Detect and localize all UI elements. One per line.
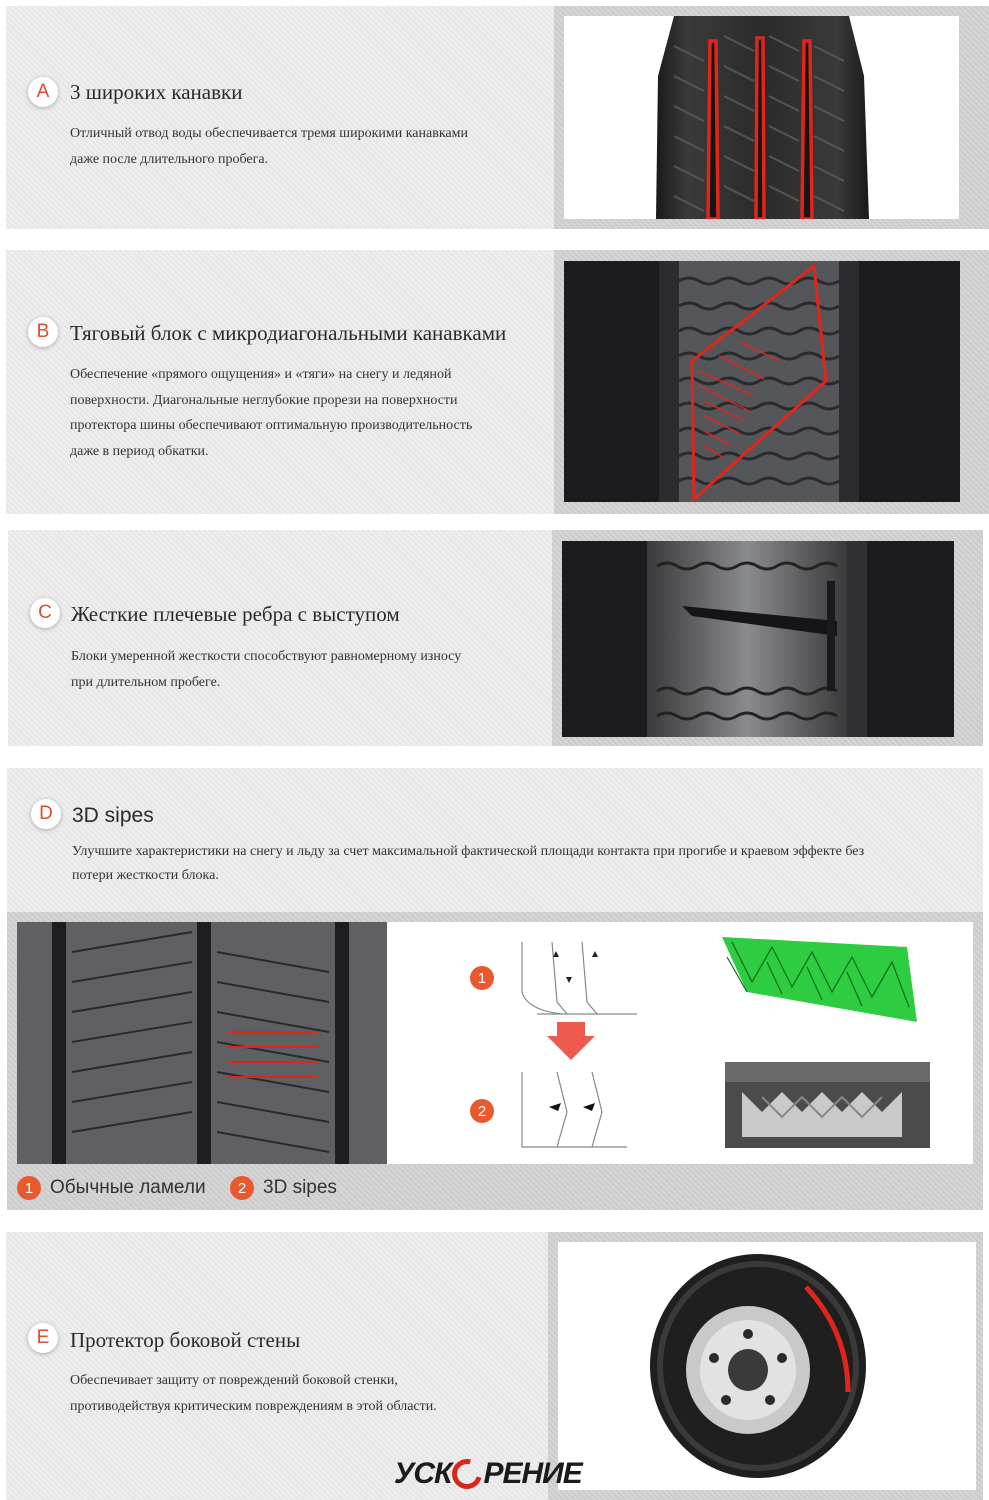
desc-line: при длительном пробеге.	[71, 674, 221, 690]
legend-number-2: 2	[230, 1176, 254, 1200]
desc-line: противодействуя критическим повреждениям в этой области.	[70, 1398, 437, 1414]
badge-d: D	[31, 799, 61, 829]
desc-line: Обеспечивает защиту от повреждений боковой стенки,	[70, 1373, 398, 1388]
badge-b: B	[28, 317, 58, 347]
feature-section-a	[6, 6, 989, 229]
logo-ring-icon	[447, 1454, 488, 1495]
legend-number-1: 1	[17, 1176, 41, 1200]
shoulder-rib-image	[562, 541, 954, 737]
image-frame-b	[554, 250, 989, 514]
desc-line: Отличный отвод воды обеспечивается тремя широкими канавками	[70, 126, 468, 141]
feature-title-c: Жесткие плечевые ребра с выступом	[71, 602, 400, 626]
feature-section-d	[7, 768, 983, 1210]
legend-label-1: Обычные ламели	[50, 1177, 206, 1198]
logo-text-left: УСК	[394, 1457, 452, 1490]
sipes-panel	[7, 912, 983, 1210]
desc-line: поверхности. Диагональные неглубокие прорези на поверхности	[70, 392, 458, 408]
desc-line: Улучшите характеристики на снегу и льду за счет максимальной фактической площади контакта при прогибе и краевом эффекте без	[72, 844, 865, 859]
image-frame-c	[552, 530, 983, 746]
badge-e: E	[28, 1323, 58, 1353]
feature-desc-b	[70, 362, 472, 464]
desc-line: Обеспечение «прямого ощущения» и «тяги» на снегу и ледяной	[70, 367, 452, 382]
feature-title-b: Тяговый блок с микродиагональными канавками	[70, 321, 507, 345]
brand-logo	[394, 1452, 582, 1496]
image-frame-a	[554, 6, 989, 229]
desc-line: даже после длительного пробега.	[70, 151, 269, 167]
feature-title-e: Протектор боковой стены	[70, 1328, 301, 1352]
desc-line: Блоки умеренной жесткости способствуют равномерному износу	[71, 649, 462, 664]
feature-section-c	[8, 530, 983, 746]
sipes-tread-photo	[17, 922, 387, 1164]
desc-line: потери жесткости блока.	[72, 868, 219, 883]
feature-section-b	[6, 250, 989, 514]
feature-desc-a	[70, 121, 468, 172]
legend-label-2: 3D sipes	[263, 1177, 337, 1198]
feature-desc-d	[72, 840, 972, 888]
sidewall-tire-image	[558, 1242, 976, 1490]
feature-title-d: 3D sipes	[72, 804, 154, 827]
image-frame-e	[548, 1232, 983, 1500]
feature-desc-c	[71, 644, 461, 695]
tread-grooves-image	[564, 16, 959, 219]
step-number-2: 2	[470, 1099, 494, 1123]
feature-desc-e	[70, 1368, 437, 1419]
traction-block-image	[564, 261, 960, 502]
badge-a: A	[28, 77, 58, 107]
desc-line: протектора шины обеспечивают оптимальную производительность	[70, 418, 473, 433]
feature-title-a: 3 широких канавки	[70, 80, 243, 104]
step-number-1: 1	[470, 966, 494, 990]
desc-line: даже в период обкатки.	[70, 443, 209, 459]
sipes-diagram	[387, 922, 973, 1164]
badge-c: C	[30, 598, 60, 628]
logo-text-right: РЕНИЕ	[483, 1457, 582, 1490]
